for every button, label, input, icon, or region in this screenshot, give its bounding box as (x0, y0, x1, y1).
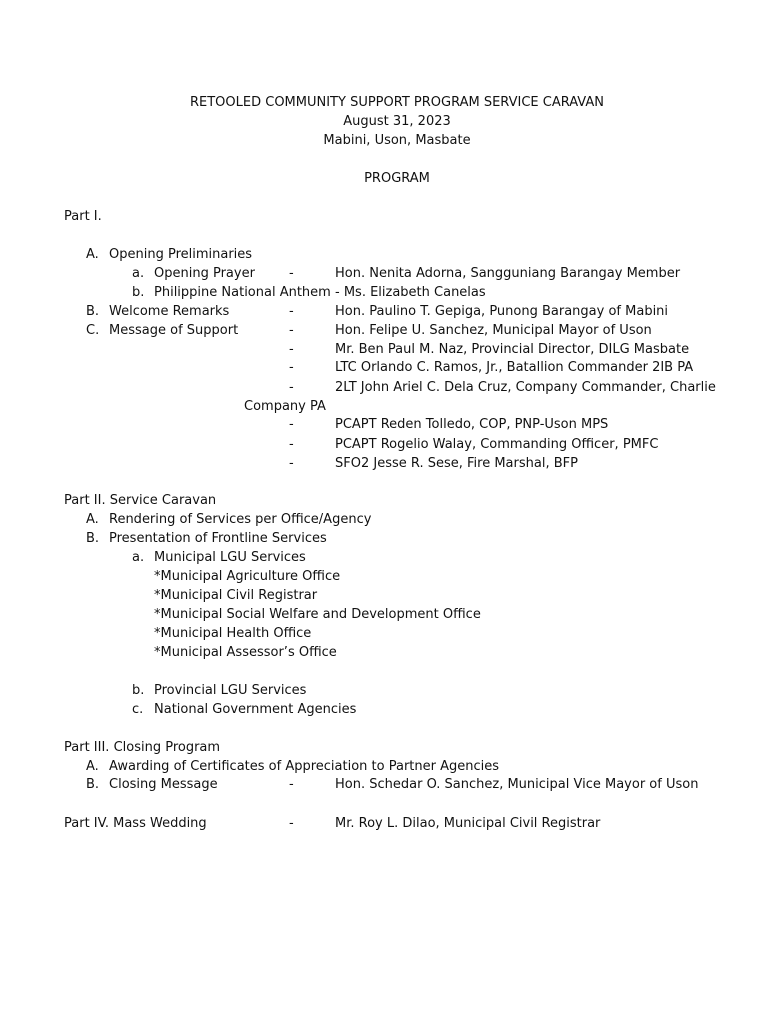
part1-Ab-label: Philippine National Anthem (154, 285, 331, 300)
part4-heading: Part IV. Mass Wedding (64, 816, 207, 831)
part2-Ba-marker: a. (132, 550, 145, 565)
municipal-office-item: *Municipal Social Welfare and Development Office (154, 607, 481, 622)
part1-C-label: Message of Support (109, 323, 239, 338)
support-speaker-dash: - (289, 437, 294, 452)
part1-Ab-marker: b. (132, 285, 145, 300)
support-speaker-dash: - (289, 380, 294, 395)
part2-Bb-label: Provincial LGU Services (154, 683, 307, 698)
part1-heading: Part I. (64, 209, 102, 224)
part3-B-label: Closing Message (109, 777, 218, 792)
part2-Bc-label: National Government Agencies (154, 702, 357, 717)
part2-B-marker: B. (86, 531, 100, 546)
support-speaker-dash: - (289, 360, 294, 375)
part1-B-speaker: Hon. Paulino T. Gepiga, Punong Barangay of Mabini (335, 304, 669, 319)
part1-C-marker: C. (86, 323, 100, 338)
part1-Aa-speaker: Hon. Nenita Adorna, Sangguniang Barangay Member (335, 266, 681, 281)
part4-speaker: Mr. Roy L. Dilao, Municipal Civil Registrar (335, 816, 601, 831)
part3-B-speaker: Hon. Schedar O. Sanchez, Municipal Vice Mayor of Uson (335, 777, 699, 792)
support-speaker: PCAPT Rogelio Walay, Commanding Officer, PMFC (335, 437, 659, 452)
municipal-office-item: *Municipal Health Office (154, 626, 312, 641)
support-speaker: PCAPT Reden Tolledo, COP, PNP-Uson MPS (335, 417, 609, 432)
part3-A-marker: A. (86, 759, 99, 774)
municipal-office-item: *Municipal Civil Registrar (154, 588, 318, 603)
support-speaker: LTC Orlando C. Ramos, Jr., Batallion Commander 2IB PA (335, 360, 694, 375)
municipal-office-item: *Municipal Agriculture Office (154, 569, 341, 584)
part1-A-marker: A. (86, 247, 99, 262)
part2-heading: Part II. Service Caravan (64, 493, 217, 508)
part2-B-label: Presentation of Frontline Services (109, 531, 327, 546)
part1-Aa-marker: a. (132, 266, 145, 281)
part1-Aa-dash: - (289, 266, 294, 281)
support-speaker-continuation: Company PA (244, 399, 326, 414)
part3-B-marker: B. (86, 777, 100, 792)
support-speaker: 2LT John Ariel C. Dela Cruz, Company Commander, Charlie (335, 380, 716, 395)
document-title: RETOOLED COMMUNITY SUPPORT PROGRAM SERVICE CARAVAN (189, 95, 604, 110)
part2-Ba-label: Municipal LGU Services (154, 550, 306, 565)
part2-Bb-marker: b. (132, 683, 145, 698)
part3-A-label: Awarding of Certificates of Appreciation to Partner Agencies (109, 759, 500, 774)
part1-Ab-speaker: - Ms. Elizabeth Canelas (335, 285, 486, 300)
program-label: PROGRAM (364, 171, 430, 186)
part1-B-marker: B. (86, 304, 100, 319)
part3-B-dash: - (289, 777, 294, 792)
part4-dash: - (289, 816, 294, 831)
event-date: August 31, 2023 (343, 114, 451, 129)
part2-A-label: Rendering of Services per Office/Agency (109, 512, 372, 527)
part1-Aa-label: Opening Prayer (154, 266, 255, 281)
event-location: Mabini, Uson, Masbate (323, 133, 471, 148)
part1-B-label: Welcome Remarks (109, 304, 230, 319)
municipal-office-item: *Municipal Assessor’s Office (154, 645, 337, 660)
part3-heading: Part III. Closing Program (64, 740, 221, 755)
support-speaker: Hon. Felipe U. Sanchez, Municipal Mayor of Uson (335, 323, 652, 338)
part2-A-marker: A. (86, 512, 99, 527)
support-speaker: Mr. Ben Paul M. Naz, Provincial Director, DILG Masbate (335, 342, 690, 357)
support-speaker-dash: - (289, 323, 294, 338)
part1-A-label: Opening Preliminaries (109, 247, 253, 262)
support-speaker: SFO2 Jesse R. Sese, Fire Marshal, BFP (335, 456, 578, 471)
part1-B-dash: - (289, 304, 294, 319)
part2-Bc-marker: c. (132, 702, 144, 717)
support-speaker-dash: - (289, 456, 294, 471)
support-speaker-dash: - (289, 342, 294, 357)
support-speaker-dash: - (289, 417, 294, 432)
